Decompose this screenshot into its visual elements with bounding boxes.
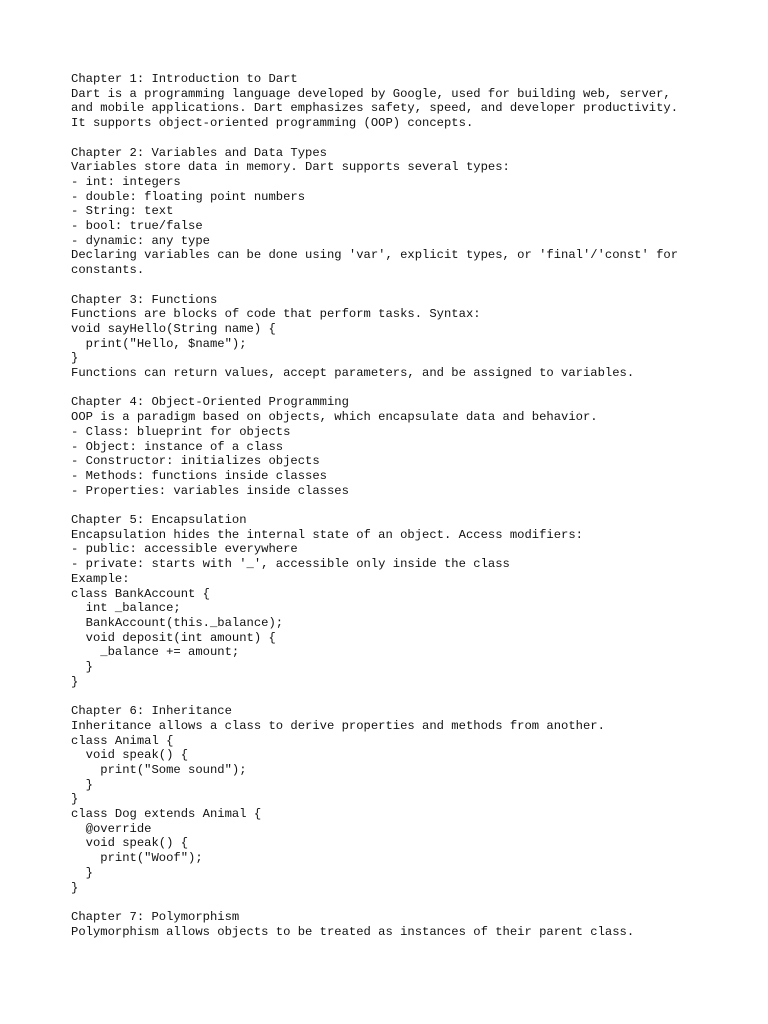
text-line: It supports object-oriented programming (OOP) concepts. bbox=[71, 116, 474, 131]
chapter-7 bbox=[71, 910, 751, 939]
code-line: } bbox=[71, 674, 79, 689]
text-line: Dart is a programming language developed by Google, used for building web, server, bbox=[71, 86, 671, 101]
text-line: constants. bbox=[71, 263, 145, 278]
code-line: } bbox=[71, 660, 93, 675]
chapter-2 bbox=[71, 146, 751, 278]
code-line: } bbox=[71, 865, 93, 880]
list-item: - String: text bbox=[71, 204, 174, 219]
code-line: print("Hello, $name"); bbox=[71, 336, 247, 351]
text-line: Declaring variables can be done using 'var', explicit types, or 'final'/'const' for bbox=[71, 248, 679, 263]
code-line: } bbox=[71, 792, 79, 807]
code-line: int _balance; bbox=[71, 601, 181, 616]
chapter-3 bbox=[71, 293, 751, 381]
code-line: void speak() { bbox=[71, 748, 189, 763]
text-line: Encapsulation hides the internal state of an object. Access modifiers: bbox=[71, 527, 583, 542]
text-line: Functions are blocks of code that perform tasks. Syntax: bbox=[71, 307, 481, 322]
code-line: print("Woof"); bbox=[71, 851, 203, 866]
list-item: - double: floating point numbers bbox=[71, 189, 306, 204]
code-line: void deposit(int amount) { bbox=[71, 630, 276, 645]
code-line: } bbox=[71, 880, 79, 895]
text-line: Inheritance allows a class to derive properties and methods from another. bbox=[71, 718, 605, 733]
list-item: - bool: true/false bbox=[71, 219, 203, 234]
text-line: OOP is a paradigm based on objects, which encapsulate data and behavior. bbox=[71, 410, 598, 425]
chapter-heading: Chapter 6: Inheritance bbox=[71, 704, 232, 719]
code-line: } bbox=[71, 351, 79, 366]
code-line: print("Some sound"); bbox=[71, 762, 247, 777]
code-line: void sayHello(String name) { bbox=[71, 321, 276, 336]
chapter-4 bbox=[71, 395, 751, 498]
chapter-heading: Chapter 3: Functions bbox=[71, 292, 218, 307]
code-line: void speak() { bbox=[71, 836, 189, 851]
document-page bbox=[71, 72, 751, 954]
chapter-heading: Chapter 7: Polymorphism bbox=[71, 909, 240, 924]
chapter-6 bbox=[71, 704, 751, 895]
code-line: } bbox=[71, 777, 93, 792]
list-item: - Properties: variables inside classes bbox=[71, 483, 349, 498]
code-line: @override bbox=[71, 821, 152, 836]
text-line: Variables store data in memory. Dart supports several types: bbox=[71, 160, 510, 175]
list-item: - dynamic: any type bbox=[71, 233, 210, 248]
chapter-1 bbox=[71, 72, 751, 131]
chapter-heading: Chapter 1: Introduction to Dart bbox=[71, 72, 298, 86]
list-item: - private: starts with '_', accessible only inside the class bbox=[71, 557, 510, 572]
code-line: class Dog extends Animal { bbox=[71, 807, 262, 822]
code-line: class Animal { bbox=[71, 733, 174, 748]
text-line: Functions can return values, accept parameters, and be assigned to variables. bbox=[71, 366, 635, 381]
code-line: BankAccount(this._balance); bbox=[71, 615, 284, 630]
code-line: class BankAccount { bbox=[71, 586, 210, 601]
list-item: - int: integers bbox=[71, 174, 181, 189]
chapter-5 bbox=[71, 513, 751, 689]
text-line: Example: bbox=[71, 571, 130, 586]
chapter-heading: Chapter 2: Variables and Data Types bbox=[71, 145, 327, 160]
list-item: - Constructor: initializes objects bbox=[71, 454, 320, 469]
chapter-heading: Chapter 5: Encapsulation bbox=[71, 513, 247, 528]
list-item: - Class: blueprint for objects bbox=[71, 424, 291, 439]
text-line: and mobile applications. Dart emphasizes safety, speed, and developer productivity. bbox=[71, 101, 679, 116]
list-item: - public: accessible everywhere bbox=[71, 542, 298, 557]
text-line: Polymorphism allows objects to be treated as instances of their parent class. bbox=[71, 924, 635, 939]
list-item: - Methods: functions inside classes bbox=[71, 468, 327, 483]
code-line: _balance += amount; bbox=[71, 645, 240, 660]
list-item: - Object: instance of a class bbox=[71, 439, 284, 454]
chapter-heading: Chapter 4: Object-Oriented Programming bbox=[71, 395, 349, 410]
